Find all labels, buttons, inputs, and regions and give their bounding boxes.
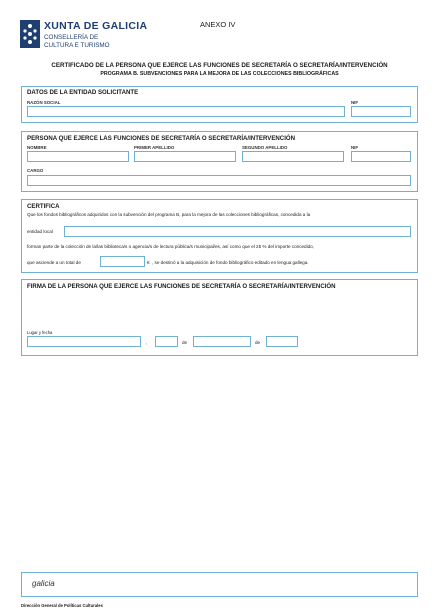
galicia-logo: galicia	[32, 579, 55, 588]
razon-social-field[interactable]	[27, 106, 345, 117]
entity-section-title: DATOS DE LA ENTIDAD SOLICITANTE	[27, 89, 139, 96]
department-line-1: CONSELLERÍA DE	[44, 34, 99, 41]
mes-field[interactable]	[193, 336, 251, 347]
segundo-apellido-label: SEGUNDO APELLIDO	[242, 145, 288, 150]
cargo-field[interactable]	[27, 175, 411, 186]
document-subtitle: PROGRAMA B. SUBVENCIONES PARA LA MEJORA DE LAS COLECCIONES BIBLIOGRÁFICAS	[100, 71, 339, 77]
total-label: que asciende a un total de	[27, 260, 81, 265]
ano-field[interactable]	[266, 336, 298, 347]
xunta-crest-icon	[20, 20, 40, 48]
de-separator-2: de	[255, 340, 261, 345]
annex-label: ANEXO IV	[200, 20, 236, 29]
entidad-local-field[interactable]	[64, 226, 411, 237]
primer-apellido-label: PRIMER APELLIDO	[134, 145, 175, 150]
euro-symbol: €	[147, 260, 150, 265]
department-line-2: CULTURA E TURISMO	[44, 41, 110, 49]
certifica-line-4-end: , se destinó a la adquisición de fondo bibliográfico editado en lengua gallega.	[152, 260, 309, 265]
nombre-label: NOMBRE	[27, 145, 47, 150]
department-name	[44, 34, 110, 49]
total-amount-field[interactable]	[100, 256, 145, 267]
person-section-title: PERSONA QUE EJERCE LAS FUNCIONES DE SECRETARÍA O SECRETARÍA/INTERVENCIÓN	[27, 135, 296, 142]
footer-box	[21, 572, 418, 597]
certifica-title: CERTIFICA	[27, 203, 60, 210]
nombre-field[interactable]	[27, 151, 129, 162]
person-nif-field[interactable]	[351, 151, 411, 162]
document-title: CERTIFICADO DE LA PERSONA QUE EJERCE LAS FUNCIONES DE SECRETARÍA O SECRETARÍA/INTERVENCIÓN	[51, 62, 388, 69]
lugar-fecha-label: Lugar y fecha	[27, 330, 53, 335]
person-nif-label: NIF	[351, 145, 359, 150]
de-separator-1: de	[182, 340, 188, 345]
primer-apellido-field[interactable]	[134, 151, 236, 162]
comma-separator: ,	[146, 340, 148, 345]
footer-direction: Dirección General de Políticas Culturales	[21, 603, 103, 608]
segundo-apellido-field[interactable]	[242, 151, 344, 162]
firma-title: FIRMA DE LA PERSONA QUE EJERCE LAS FUNCIONES DE SECRETARÍA O SECRETARÍA/INTERVENCIÓN	[27, 283, 336, 290]
dia-field[interactable]	[155, 336, 178, 347]
org-name: XUNTA DE GALICIA	[44, 20, 148, 32]
cargo-label: CARGO	[27, 168, 44, 173]
entity-nif-label: NIF	[351, 100, 359, 105]
lugar-field[interactable]	[27, 336, 141, 347]
certifica-line-3: forman parte de la colección de la/las biblioteca/s o agencia/s de lectura pública/s municipal/es, así como que el 25 % del importe concedido,	[27, 244, 315, 249]
razon-social-label: RAZÓN SOCIAL	[27, 100, 61, 105]
entidad-local-label: entidad local	[27, 229, 53, 234]
entity-nif-field[interactable]	[351, 106, 411, 117]
certifica-line-1: Que los fondos bibliográficos adquiridos con la subvención del programa B, para la mejora de las colecciones bibliográficas, concedida a la	[27, 212, 311, 217]
